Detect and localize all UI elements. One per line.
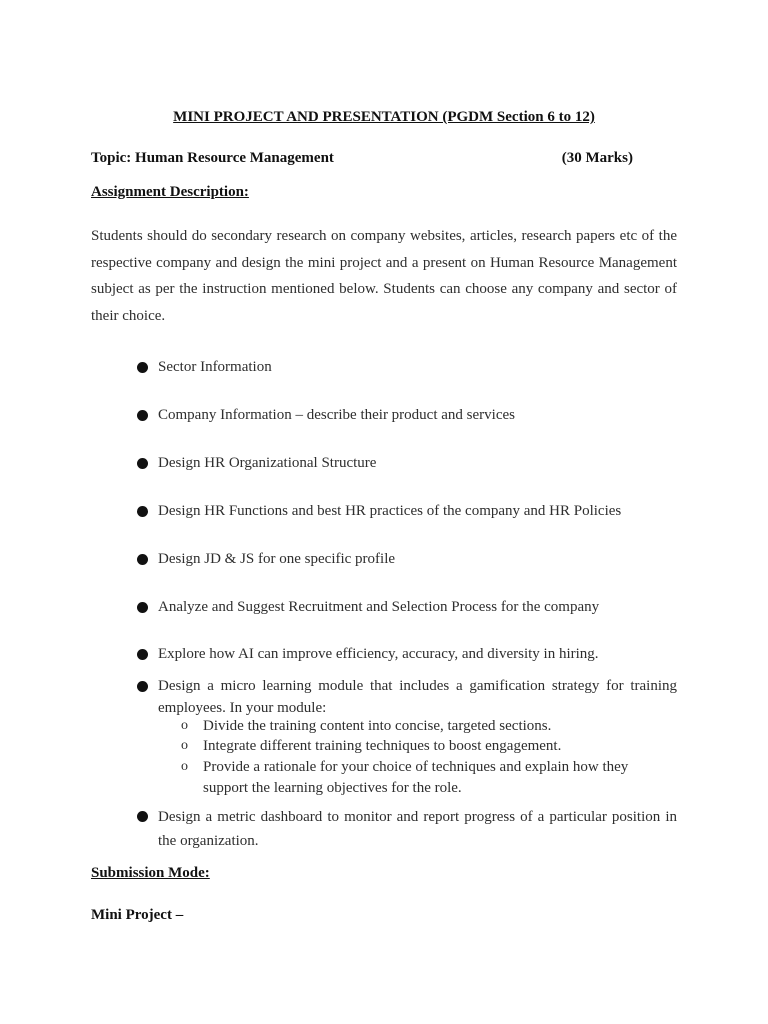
- bullet-text: Design HR Organizational Structure: [158, 455, 377, 471]
- bullet-dot-icon: [137, 458, 148, 469]
- bullet-text: Design a metric dashboard to monitor and report progress of a particular position in the organization.: [158, 809, 677, 849]
- bullet-text: Design JD & JS for one specific profile: [158, 551, 396, 567]
- bullet-dot-icon: [137, 410, 148, 421]
- marks-label: (30 Marks): [561, 150, 633, 166]
- sub-bullet-text: Divide the training content into concise, targeted sections.: [203, 718, 552, 734]
- document-title: MINI PROJECT AND PRESENTATION (PGDM Section 6 to 12): [173, 109, 595, 125]
- bullet-text: Design a micro learning module that includes a gamification strategy for training employees. In your module:: [158, 678, 677, 716]
- sub-bullet-text: Integrate different training techniques to boost engagement.: [203, 738, 562, 754]
- bullet-text: Explore how AI can improve efficiency, accuracy, and diversity in hiring.: [158, 646, 599, 662]
- mini-project-label: Mini Project –: [91, 907, 184, 923]
- intro-paragraph: Students should do secondary research on company websites, articles, research papers etc of the respective company and design the mini project and a present on Human Resource Management subject as per the instruction mentioned below. Students can choose any company and sector of their choice.: [91, 228, 677, 324]
- sub-bullet-text: Provide a rationale for your choice of techniques and explain how they support the learning objectives for the role.: [203, 759, 629, 796]
- sub-bullet-marker: o: [181, 718, 188, 733]
- bullet-text: Company Information – describe their product and services: [158, 407, 515, 423]
- bullet-dot-icon: [137, 362, 148, 373]
- bullet-text: Design HR Functions and best HR practices of the company and HR Policies: [158, 503, 622, 519]
- assignment-heading: Assignment Description:: [91, 184, 249, 200]
- bullet-dot-icon: [137, 649, 148, 660]
- bullet-dot-icon: [137, 554, 148, 565]
- sub-bullet-marker: o: [181, 738, 188, 753]
- bullet-dot-icon: [137, 681, 148, 692]
- topic-line: [91, 150, 633, 167]
- sub-bullet-marker: o: [181, 759, 188, 774]
- topic-label: Topic: Human Resource Management: [91, 150, 334, 166]
- bullet-dot-icon: [137, 602, 148, 613]
- bullet-dot-icon: [137, 506, 148, 517]
- bullet-text: Sector Information: [158, 359, 272, 375]
- submission-heading: Submission Mode:: [91, 865, 210, 881]
- bullet-dot-icon: [137, 811, 148, 822]
- bullet-text: Analyze and Suggest Recruitment and Selection Process for the company: [158, 599, 600, 615]
